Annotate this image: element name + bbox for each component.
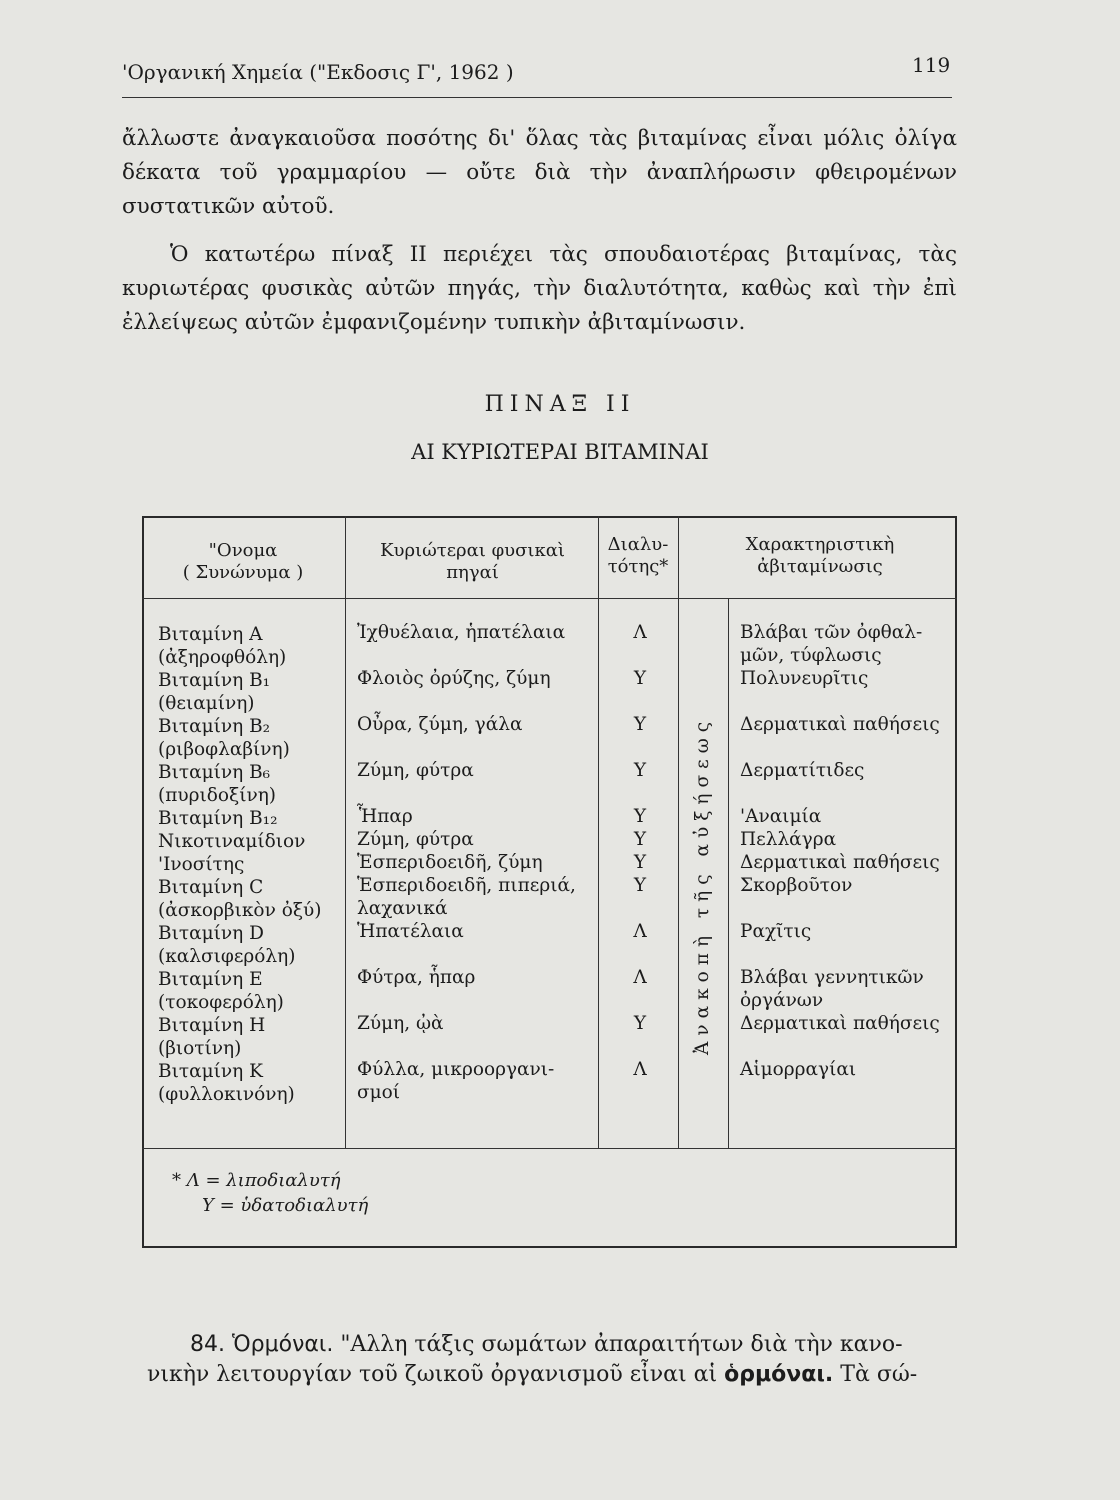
- solubility-cell: Υ: [633, 852, 647, 873]
- section-84-line1: [190, 1328, 975, 1362]
- table-body-bottom-rule: [142, 1148, 957, 1149]
- header-name-line1: "Ονομα: [208, 540, 278, 561]
- header-sources-line1: Κυριώτεραι φυσικαὶ: [380, 540, 565, 561]
- page-number: 119: [912, 53, 951, 77]
- deficiency-cell: Βλάβαι τῶν ὀφθαλ-: [740, 622, 923, 643]
- deficiency-cell: Δερματικαὶ παθήσεις: [740, 852, 940, 873]
- source-cell: σμοί: [357, 1082, 401, 1103]
- name-cell: (ἀσκορβικὸν ὀξύ): [158, 900, 322, 921]
- header-sources-line2: πηγαί: [446, 562, 499, 583]
- deficiency-cell: Πελλάγρα: [740, 829, 837, 850]
- header-name-line2: ( Συνώνυμα ): [182, 562, 304, 583]
- deficiency-cell: ὀργάνων: [740, 990, 824, 1011]
- deficiency-cell: Βλάβαι γεννητικῶν: [740, 967, 924, 988]
- footnote-hydro: Υ = ὑδατοδιαλυτή: [202, 1195, 369, 1216]
- name-cell: (ριβοφλαβίνη): [158, 739, 290, 760]
- name-cell: (φυλλοκινόνη): [158, 1084, 295, 1105]
- name-cell: Βιταμίνη D: [158, 923, 264, 944]
- source-cell: Ζύμη, ᾠὰ: [357, 1013, 444, 1034]
- section-text-1: "Αλλη τάξις σωμάτων ἀπαραιτήτων διὰ τὴν κανο-: [340, 1332, 903, 1357]
- name-cell: Βιταμίνη Ε: [158, 969, 263, 990]
- header-rule: [122, 97, 952, 98]
- paragraph-2: Ὁ κατωτέρω πίναξ II περιέχει τὰς σπουδαιοτέρας βιταμίνας, τὰς κυριωτέρας φυσικὰς αὐτῶν πηγάς, τὴν διαλυτότητα, καθὼς καὶ τὴν ἐπὶ ἐλλείψεως αὐτῶν ἐμφανιζομένην τυπικὴν ἀβιταμίνωσιν.: [122, 242, 957, 335]
- name-cell: Βιταμίνη Η: [158, 1015, 266, 1036]
- source-cell: Φλοιὸς ὀρύζης, ζύμη: [357, 668, 551, 689]
- solubility-cell: Υ: [633, 1013, 647, 1034]
- solubility-cell: Υ: [633, 668, 647, 689]
- header-bottom-rule: [142, 598, 957, 599]
- header-solubility: [600, 534, 676, 578]
- source-cell: Φύτρα, ἧπαρ: [357, 967, 476, 988]
- col-divider-2: [598, 516, 599, 1148]
- header-deficiency: [690, 534, 950, 578]
- name-cell: Νικοτιναμίδιον: [158, 831, 306, 852]
- header-solubility-line1: Διαλυ-: [607, 534, 669, 555]
- solubility-cell: Υ: [633, 760, 647, 781]
- section-84-line2: [147, 1362, 917, 1387]
- header-deficiency-line1: Χαρακτηριστικὴ: [745, 534, 895, 555]
- solubility-cell: Λ: [633, 967, 647, 988]
- source-cell: Ζύμη, φύτρα: [357, 760, 474, 781]
- deficiency-cell: μῶν, τύφλωσις: [740, 645, 882, 666]
- solubility-cell: Υ: [633, 714, 647, 735]
- table-title: ΠΙΝΑΞ II: [484, 392, 636, 417]
- source-cell: Ἰχθυέλαια, ἡπατέλαια: [357, 622, 566, 643]
- source-cell: Ζύμη, φύτρα: [357, 829, 474, 850]
- section-bold-term: ὁρμόναι.: [724, 1362, 834, 1387]
- section-text-2a: νικὴν λειτουργίαν τοῦ ζωικοῦ ὀργανισμοῦ εἶναι αἱ: [147, 1362, 718, 1387]
- name-cell: (ἀξηροφθόλη): [158, 647, 287, 668]
- name-cell: (θειαμίνη): [158, 693, 255, 714]
- name-cell: Βιταμίνη C: [158, 877, 264, 898]
- source-cell: Ἧπαρ: [357, 806, 413, 827]
- name-cell: (πυριδοξίνη): [158, 785, 277, 806]
- name-cell: Βιταμίνη Α: [158, 624, 263, 645]
- name-cell: 'Ινοσίτης: [158, 854, 245, 875]
- source-cell: Φύλλα, μικροοργανι-: [357, 1059, 555, 1080]
- header-name: [148, 540, 338, 584]
- name-cell: (καλσιφερόλη): [158, 946, 296, 967]
- name-cell: Βιταμίνη Β₂: [158, 716, 271, 737]
- name-cell: Βιταμίνη Β₁₂: [158, 808, 278, 829]
- name-cell: (τοκοφερόλη): [158, 992, 284, 1013]
- header-sources: [350, 540, 595, 584]
- deficiency-cell: Δερματικαὶ παθήσεις: [740, 714, 940, 735]
- solubility-cell: Λ: [633, 1059, 647, 1080]
- col-divider-3: [678, 516, 679, 1148]
- header-solubility-line2: τότης*: [607, 556, 669, 577]
- name-cell: Βιταμίνη Β₁: [158, 670, 271, 691]
- name-cell: (βιοτίνη): [158, 1038, 242, 1059]
- solubility-cell: Υ: [633, 806, 647, 827]
- growth-arrest-vertical-label: Ἀνακοπὴ τῆς αὐξήσεως: [692, 715, 713, 1055]
- name-cell: Βιταμίνη Β₆: [158, 762, 271, 783]
- source-cell: λαχανικά: [357, 898, 448, 919]
- solubility-cell: Λ: [633, 622, 647, 643]
- deficiency-cell: 'Αναιμία: [740, 806, 822, 827]
- solubility-cell: Υ: [633, 875, 647, 896]
- solubility-cell: Λ: [633, 921, 647, 942]
- deficiency-cell: Δερματικαὶ παθήσεις: [740, 1013, 940, 1034]
- col-divider-4: [728, 598, 729, 1148]
- source-cell: Ἑσπεριδοειδῆ, πιπεριά,: [357, 875, 576, 896]
- section-text-2b: Τὰ σώ-: [840, 1362, 918, 1387]
- deficiency-cell: Αἱμορραγίαι: [740, 1059, 857, 1080]
- deficiency-cell: Πολυνευρῖτις: [740, 668, 869, 689]
- name-cell: Βιταμίνη Κ: [158, 1061, 263, 1082]
- col-divider-1: [345, 516, 346, 1148]
- deficiency-cell: Δερματίτιδες: [740, 760, 865, 781]
- paragraph-1: ἄλλωστε ἀναγκαιοῦσα ποσότης δι' ὅλας τὰς βιταμίνας εἶναι μόλις ὀλίγα δέκατα τοῦ γραμμαρίου — οὔτε διὰ τὴν ἀναπλήρωσιν φθειρομένων συστατικῶν αὐτοῦ.: [122, 126, 957, 219]
- running-header: 'Οργανική Χημεία ("Εκδοσις Γ', 1962 ): [122, 60, 514, 84]
- table-subtitle: ΑΙ ΚΥΡΙΩΤΕΡΑΙ ΒΙΤΑΜΙΝΑΙ: [411, 440, 709, 464]
- deficiency-cell: Ραχῖτις: [740, 921, 812, 942]
- section-number: 84.: [190, 1332, 225, 1357]
- header-deficiency-line2: ἀβιταμίνωσις: [757, 556, 883, 577]
- source-cell: Οὖρα, ζύμη, γάλα: [357, 714, 523, 735]
- source-cell: Ἑσπεριδοειδῆ, ζύμη: [357, 852, 543, 873]
- footnote-lipo: * Λ = λιποδιαλυτή: [172, 1170, 341, 1191]
- source-cell: Ἡπατέλαια: [357, 921, 464, 942]
- section-heading: Ὁρμόναι.: [232, 1332, 334, 1357]
- solubility-cell: Υ: [633, 829, 647, 850]
- deficiency-cell: Σκορβοῦτον: [740, 875, 853, 896]
